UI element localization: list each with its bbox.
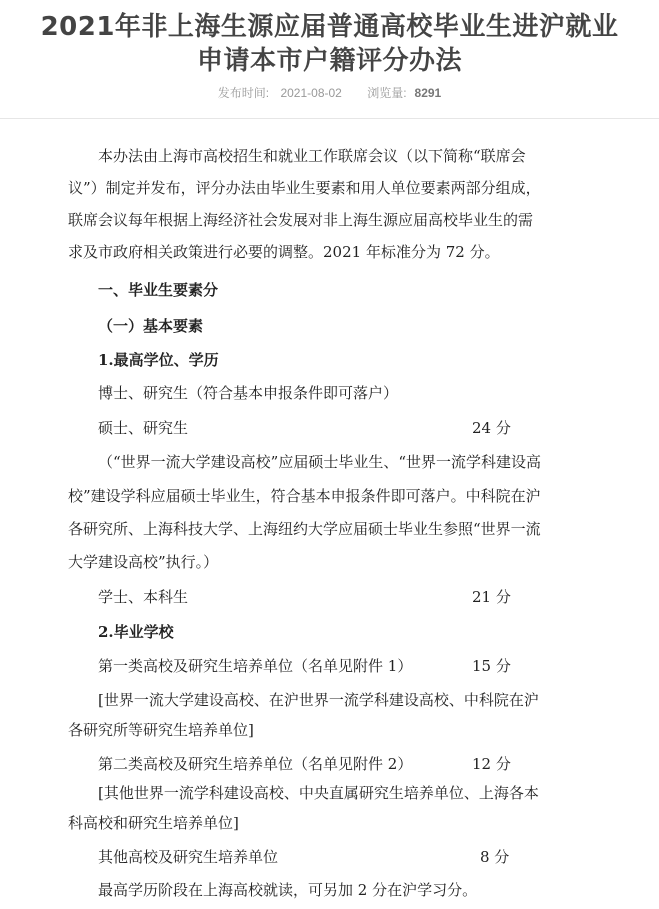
class1-note-line-2: 各研究所等研究生培养单位] xyxy=(68,721,254,739)
intro-line-1: 本办法由上海市高校招生和就业工作联席会议（以下简称“联席会 xyxy=(98,147,526,165)
phd-line: 博士、研究生（符合基本申报条件即可落户） xyxy=(98,384,399,402)
master-note-line-2: 校”建设学科应届硕士毕业生，符合基本申报条件即可落户。中科院在沪 xyxy=(68,487,541,505)
class2-note-line-1: [其他世界一流学科建设高校、中央直属研究生培养单位、上海各本 xyxy=(98,784,539,802)
article-title xyxy=(0,10,659,78)
views-count: 8291 xyxy=(414,86,442,100)
section-heading-1: 一、毕业生要素分 xyxy=(98,281,219,299)
intro-line-2: 议”）制定并发布，评分办法由毕业生要素和用人单位要素两部分组成， xyxy=(68,179,541,197)
bachelor-score: 21 分 xyxy=(472,588,511,606)
title-line-1: 2021年非上海生源应届普通高校毕业生进沪就业 xyxy=(40,12,619,42)
class1-note-line-1: [世界一流大学建设高校、在沪世界一流学科建设高校、中科院在沪 xyxy=(98,691,539,709)
article-meta xyxy=(0,84,659,101)
class1-label: 第一类高校及研究生培养单位（名单见附件 1） xyxy=(98,657,413,675)
header-divider xyxy=(0,118,659,119)
views-label: 浏览量: xyxy=(367,86,407,100)
published-label: 发布时间: xyxy=(217,86,270,100)
subsection-heading-1: （一）基本要素 xyxy=(98,317,204,335)
bachelor-label: 学士、本科生 xyxy=(98,588,189,606)
master-score: 24 分 xyxy=(472,419,511,437)
other-label: 其他高校及研究生培养单位 xyxy=(98,848,279,866)
class2-score: 12 分 xyxy=(472,755,511,773)
master-note-line-4: 大学建设高校”执行。） xyxy=(68,553,219,571)
intro-line-3: 联席会议每年根据上海经济社会发展对非上海生源应届高校毕业生的需 xyxy=(68,211,534,229)
class2-note-line-2: 科高校和研究生培养单位] xyxy=(68,814,239,832)
item-heading-1: 1.最高学位、学历 xyxy=(98,351,219,369)
title-line-2: 申请本市户籍评分办法 xyxy=(196,46,462,76)
item-heading-2: 2.毕业学校 xyxy=(98,623,174,641)
intro-line-4: 求及市政府相关政策进行必要的调整。2021 年标准分为 72 分。 xyxy=(68,243,500,261)
published-date: 2021-08-02 xyxy=(280,86,342,100)
master-note-line-3: 各研究所、上海科技大学、上海纽约大学应届硕士毕业生参照“世界一流 xyxy=(68,520,541,538)
extra-points-line: 最高学历阶段在上海高校就读，可另加 2 分在沪学习分。 xyxy=(98,881,478,899)
master-label: 硕士、研究生 xyxy=(98,419,189,437)
other-score: 8 分 xyxy=(480,848,510,866)
class1-score: 15 分 xyxy=(472,657,511,675)
master-note-line-1: （“世界一流大学建设高校”应届硕士毕业生、“世界一流学科建设高 xyxy=(98,453,542,471)
class2-label: 第二类高校及研究生培养单位（名单见附件 2） xyxy=(98,755,413,773)
